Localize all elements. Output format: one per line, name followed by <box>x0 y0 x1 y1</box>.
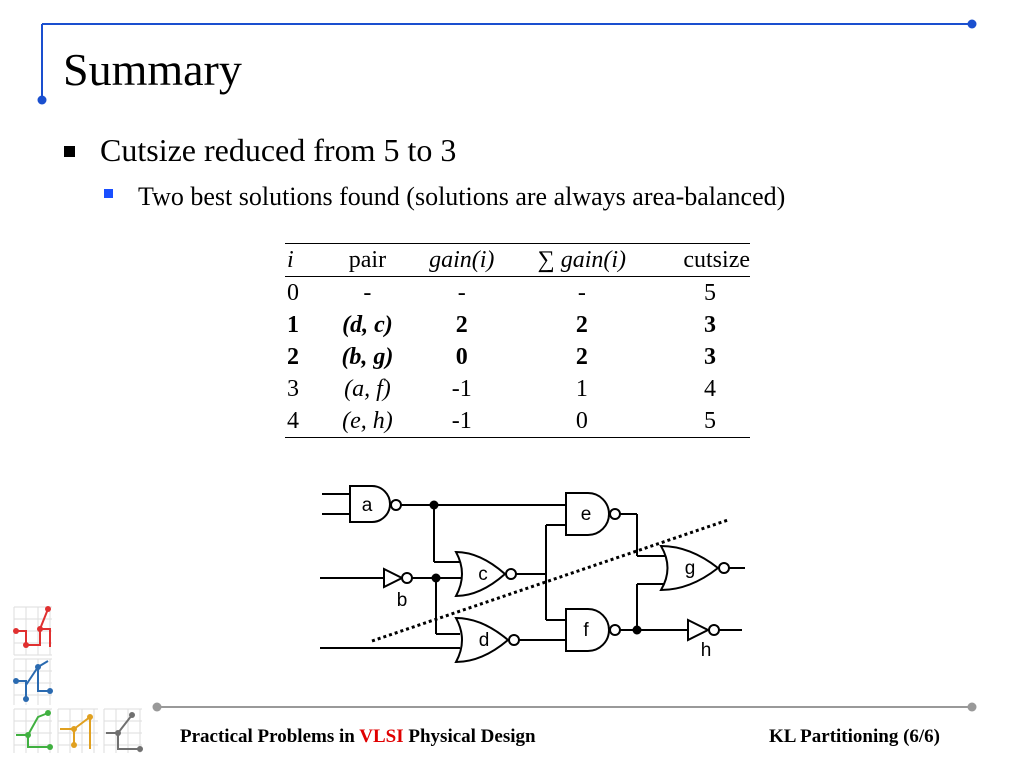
gate-label-h: h <box>700 640 712 661</box>
bullet-level2: Two best solutions found (solutions are always area-balanced) <box>138 182 786 211</box>
cell-pair: (e, h) <box>342 408 393 434</box>
cell-pair: - <box>363 280 372 306</box>
cell-gain: - <box>457 280 466 306</box>
cell-pair: (b, g) <box>341 344 394 370</box>
course-logo <box>10 605 145 755</box>
circuit-diagram <box>300 475 760 670</box>
cell-cutsize: 3 <box>704 312 716 338</box>
bullet-level1: Cutsize reduced from 5 to 3 <box>100 132 457 168</box>
gate-label-e: e <box>580 504 592 525</box>
cell-sum: 0 <box>575 408 588 434</box>
cell-gain: 2 <box>455 312 468 338</box>
table-row <box>285 405 750 438</box>
cell-gain: -1 <box>451 408 472 434</box>
cell-sum: 1 <box>575 376 588 402</box>
footer-vlsi: VLSI <box>359 726 404 747</box>
table-header-row <box>285 244 750 277</box>
cell-sum: - <box>577 280 586 306</box>
gate-h-shape <box>688 620 708 640</box>
footer-suffix: Physical Design <box>408 726 536 747</box>
cell-i: 4 <box>287 408 299 434</box>
cell-cutsize: 4 <box>704 376 716 402</box>
cell-pair: (a, f) <box>344 376 391 402</box>
table-row <box>285 373 750 405</box>
gate-label-f: f <box>583 620 589 641</box>
header-cutsize: cutsize <box>683 247 750 273</box>
footer-section-title: KL Partitioning (6/6) <box>769 726 940 747</box>
gate-label-c: c <box>478 564 488 585</box>
header-sum-gain <box>514 244 650 277</box>
cell-gain: 0 <box>455 344 468 370</box>
cell-sum: 2 <box>575 344 588 370</box>
table-row <box>285 309 750 341</box>
cell-i: 0 <box>287 280 299 306</box>
gate-b-shape <box>384 569 402 587</box>
gate-label-d: d <box>478 630 490 651</box>
cell-i: 2 <box>287 344 299 370</box>
gate-label-b: b <box>396 590 408 611</box>
header-i: i <box>287 247 294 273</box>
footer-prefix: Practical Problems in <box>180 726 355 747</box>
sum-gain-label: gain(i) <box>560 247 627 273</box>
footer-course-title <box>180 726 536 748</box>
cell-i: 3 <box>287 376 299 402</box>
footer-line-dots <box>150 700 980 714</box>
cell-cutsize: 5 <box>704 280 716 306</box>
header-pair: pair <box>348 247 387 273</box>
bullet-square-icon <box>64 146 75 157</box>
cell-gain: -1 <box>451 376 472 402</box>
cell-cutsize: 5 <box>704 408 716 434</box>
cell-i: 1 <box>287 312 299 338</box>
header-gain: gain(i) <box>429 247 495 273</box>
kl-table <box>285 243 750 438</box>
gate-label-a: a <box>361 495 373 516</box>
sum-symbol: ∑ <box>537 247 555 273</box>
table-row <box>285 277 750 310</box>
cell-sum: 2 <box>575 312 588 338</box>
cell-pair: (d, c) <box>342 312 393 338</box>
bullet-square-icon-blue <box>104 189 113 198</box>
page-title: Summary <box>63 44 242 95</box>
table-row <box>285 341 750 373</box>
cell-cutsize: 3 <box>704 344 716 370</box>
gate-label-g: g <box>684 558 696 579</box>
